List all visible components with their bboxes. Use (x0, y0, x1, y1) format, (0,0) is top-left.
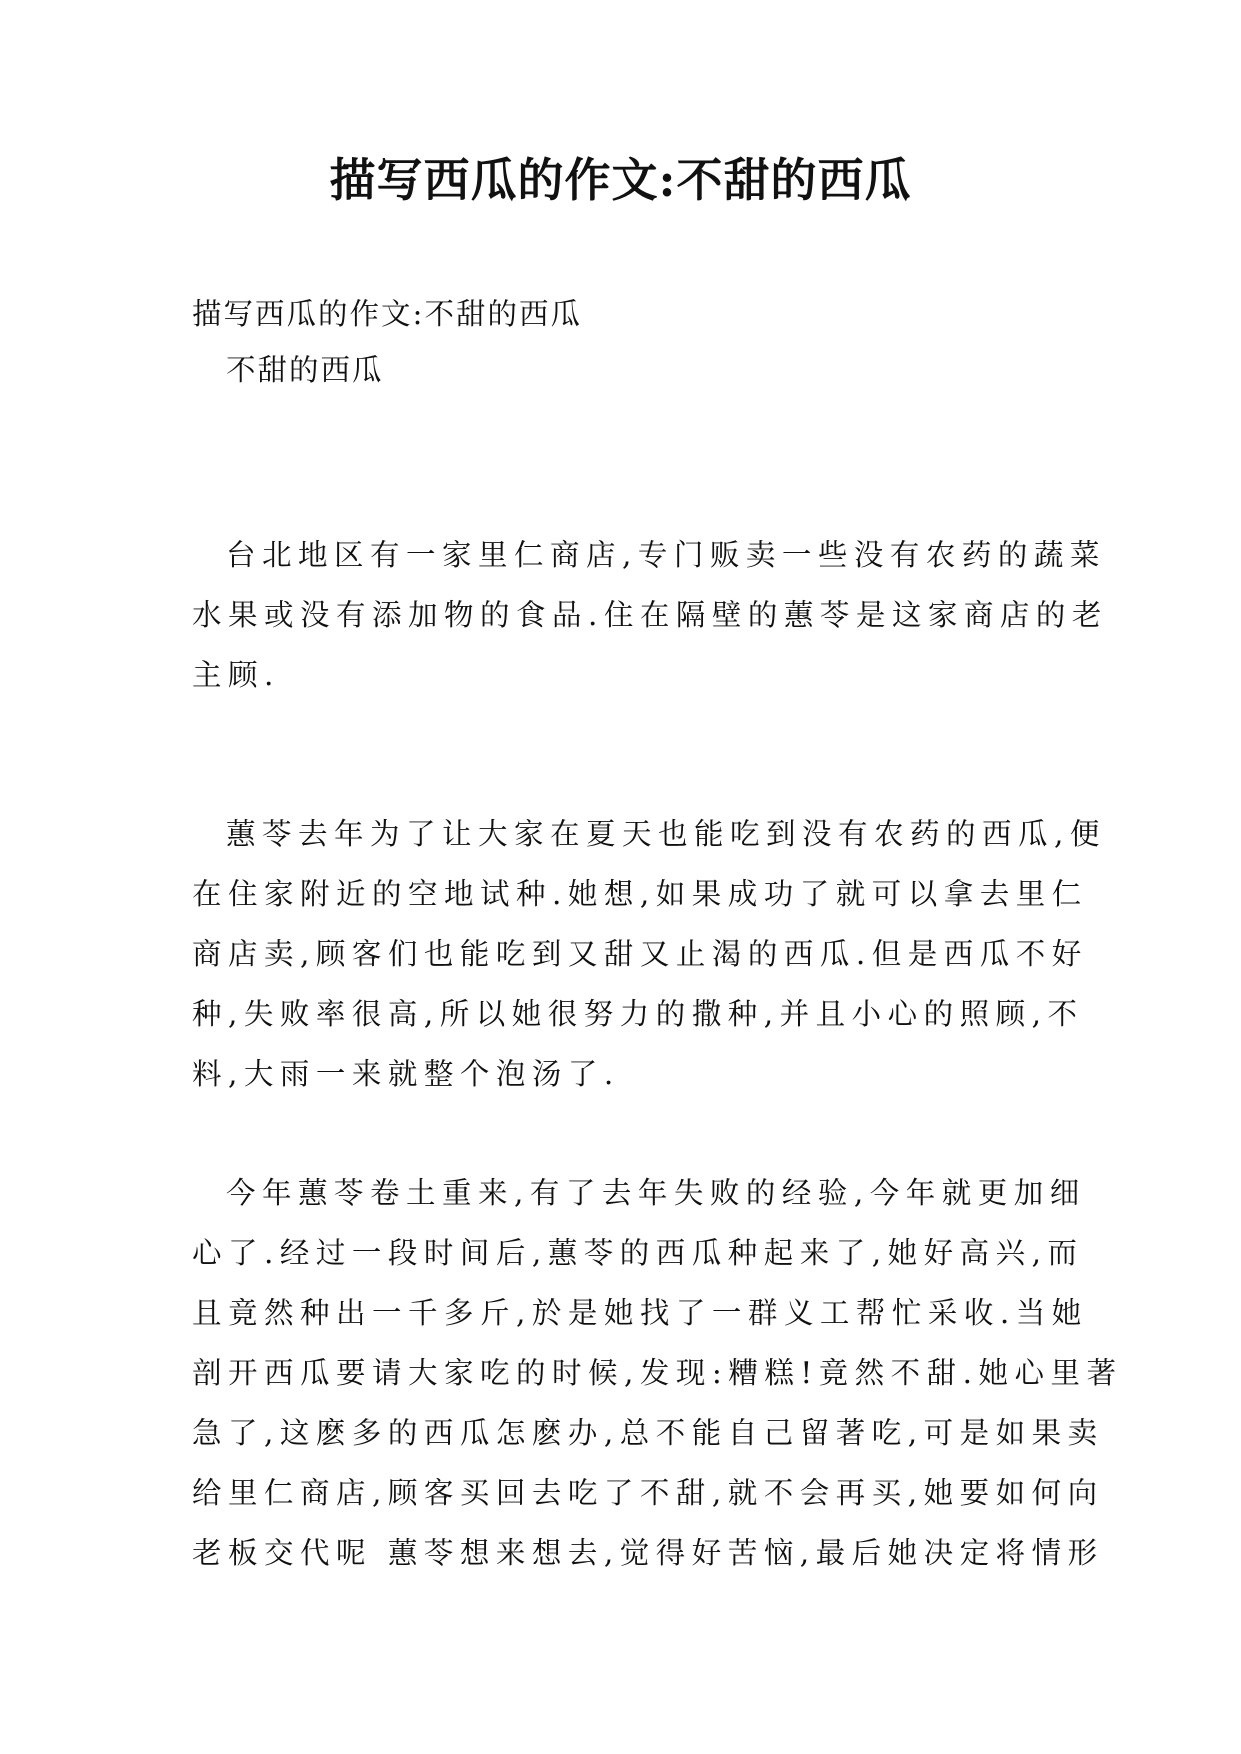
paragraph-line: 老板交代呢 蕙苓想来想去,觉得好苦恼,最后她决定将情形 (192, 1536, 1104, 1570)
paragraph-line: 料,大雨一来就整个泡汤了. (192, 1057, 620, 1091)
subtitle-line-2: 不甜的西瓜 (226, 353, 384, 387)
document-title: 描写西瓜的作文:不甜的西瓜 (329, 153, 912, 207)
paragraph-line: 且竟然种出一千多斤,於是她找了一群义工帮忙采收.当她 (192, 1296, 1088, 1330)
paragraph-line: 在住家附近的空地试种.她想,如果成功了就可以拿去里仁 (192, 877, 1088, 911)
paragraph-line: 水果或没有添加物的食品.住在隔壁的蕙苓是这家商店的老 (192, 598, 1108, 632)
paragraph-line: 给里仁商店,顾客买回去吃了不甜,就不会再买,她要如何向 (192, 1476, 1104, 1510)
paragraph-line: 商店卖,顾客们也能吃到又甜又止渴的西瓜.但是西瓜不好 (192, 937, 1088, 971)
subtitle-line-1: 描写西瓜的作文:不甜的西瓜 (192, 297, 582, 331)
paragraph-line: 心了.经过一段时间后,蕙苓的西瓜种起来了,她好高兴,而 (192, 1236, 1084, 1270)
paragraph-line: 台北地区有一家里仁商店,专门贩卖一些没有农药的蔬菜 (226, 538, 1106, 572)
paragraph-line: 今年蕙苓卷土重来,有了去年失败的经验,今年就更加细 (226, 1176, 1086, 1210)
paragraph-line: 主顾. (192, 658, 280, 692)
paragraph-3 (192, 1163, 1123, 1583)
paragraph-line: 剖开西瓜要请大家吃的时候,发现:糟糕!竟然不甜.她心里著 (192, 1356, 1123, 1390)
paragraph-line: 急了,这麽多的西瓜怎麽办,总不能自己留著吃,可是如果卖 (192, 1416, 1104, 1450)
paragraph-line: 种,失败率很高,所以她很努力的撒种,并且小心的照顾,不 (192, 997, 1084, 1031)
paragraph-line: 蕙苓去年为了让大家在夏天也能吃到没有农药的西瓜,便 (226, 817, 1106, 851)
paragraph-1 (192, 525, 1108, 705)
paragraph-2 (192, 804, 1106, 1104)
